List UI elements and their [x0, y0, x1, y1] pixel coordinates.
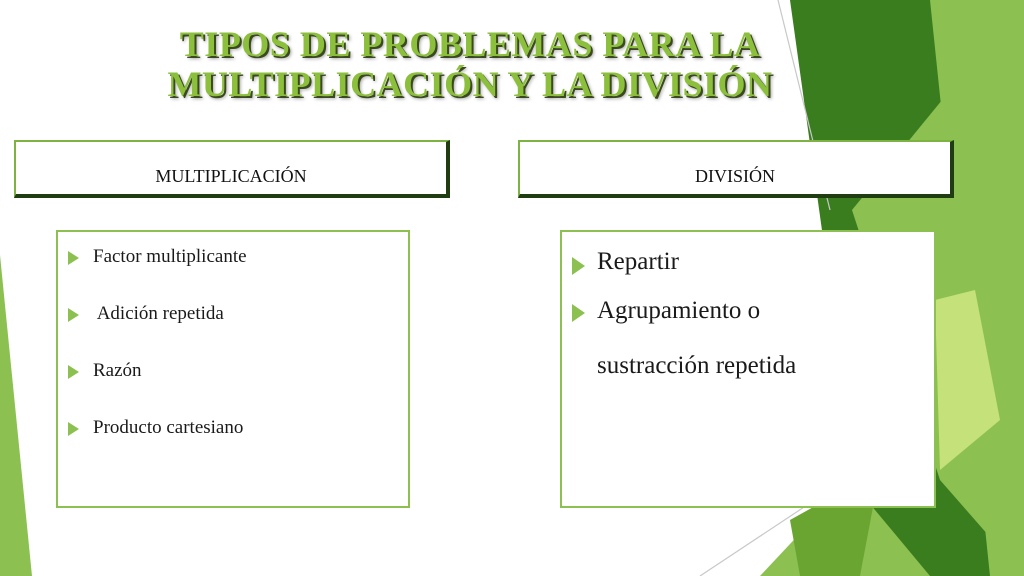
list-item [68, 303, 408, 360]
triangle-arrow-icon [68, 251, 79, 265]
division-header [518, 140, 954, 198]
division-list-box [560, 230, 936, 508]
triangle-arrow-icon [572, 257, 585, 275]
triangle-arrow-icon [68, 308, 79, 322]
multiplication-header-label: MULTIPLICACIÓN [155, 166, 307, 186]
division-header-label: DIVISIÓN [695, 166, 775, 186]
multiplication-list-box [56, 230, 410, 508]
list-item-text: Agrupamiento o sustracción repetida [597, 297, 797, 379]
multiplication-list [58, 232, 408, 474]
triangle-arrow-icon [68, 422, 79, 436]
left-accent-shape [0, 255, 32, 576]
title-line-2: MULTIPLICACIÓN Y LA DIVISIÓN [167, 64, 773, 104]
list-item [68, 246, 408, 303]
list-item-text: Adición repetida [93, 303, 224, 324]
list-item [68, 417, 408, 474]
list-item-text: Razón [93, 360, 142, 381]
title-line-1: TIPOS DE PROBLEMAS PARA LA [179, 24, 761, 64]
list-item [572, 297, 934, 393]
triangle-arrow-icon [572, 304, 585, 322]
triangle-arrow-icon [68, 365, 79, 379]
list-item-text: Repartir [597, 248, 679, 275]
list-item [68, 360, 408, 417]
list-item-text: Producto cartesiano [93, 417, 244, 438]
list-item-text: Factor multiplicante [93, 246, 247, 267]
multiplication-header [14, 140, 450, 198]
slide-title [120, 24, 820, 104]
division-list [562, 232, 934, 393]
